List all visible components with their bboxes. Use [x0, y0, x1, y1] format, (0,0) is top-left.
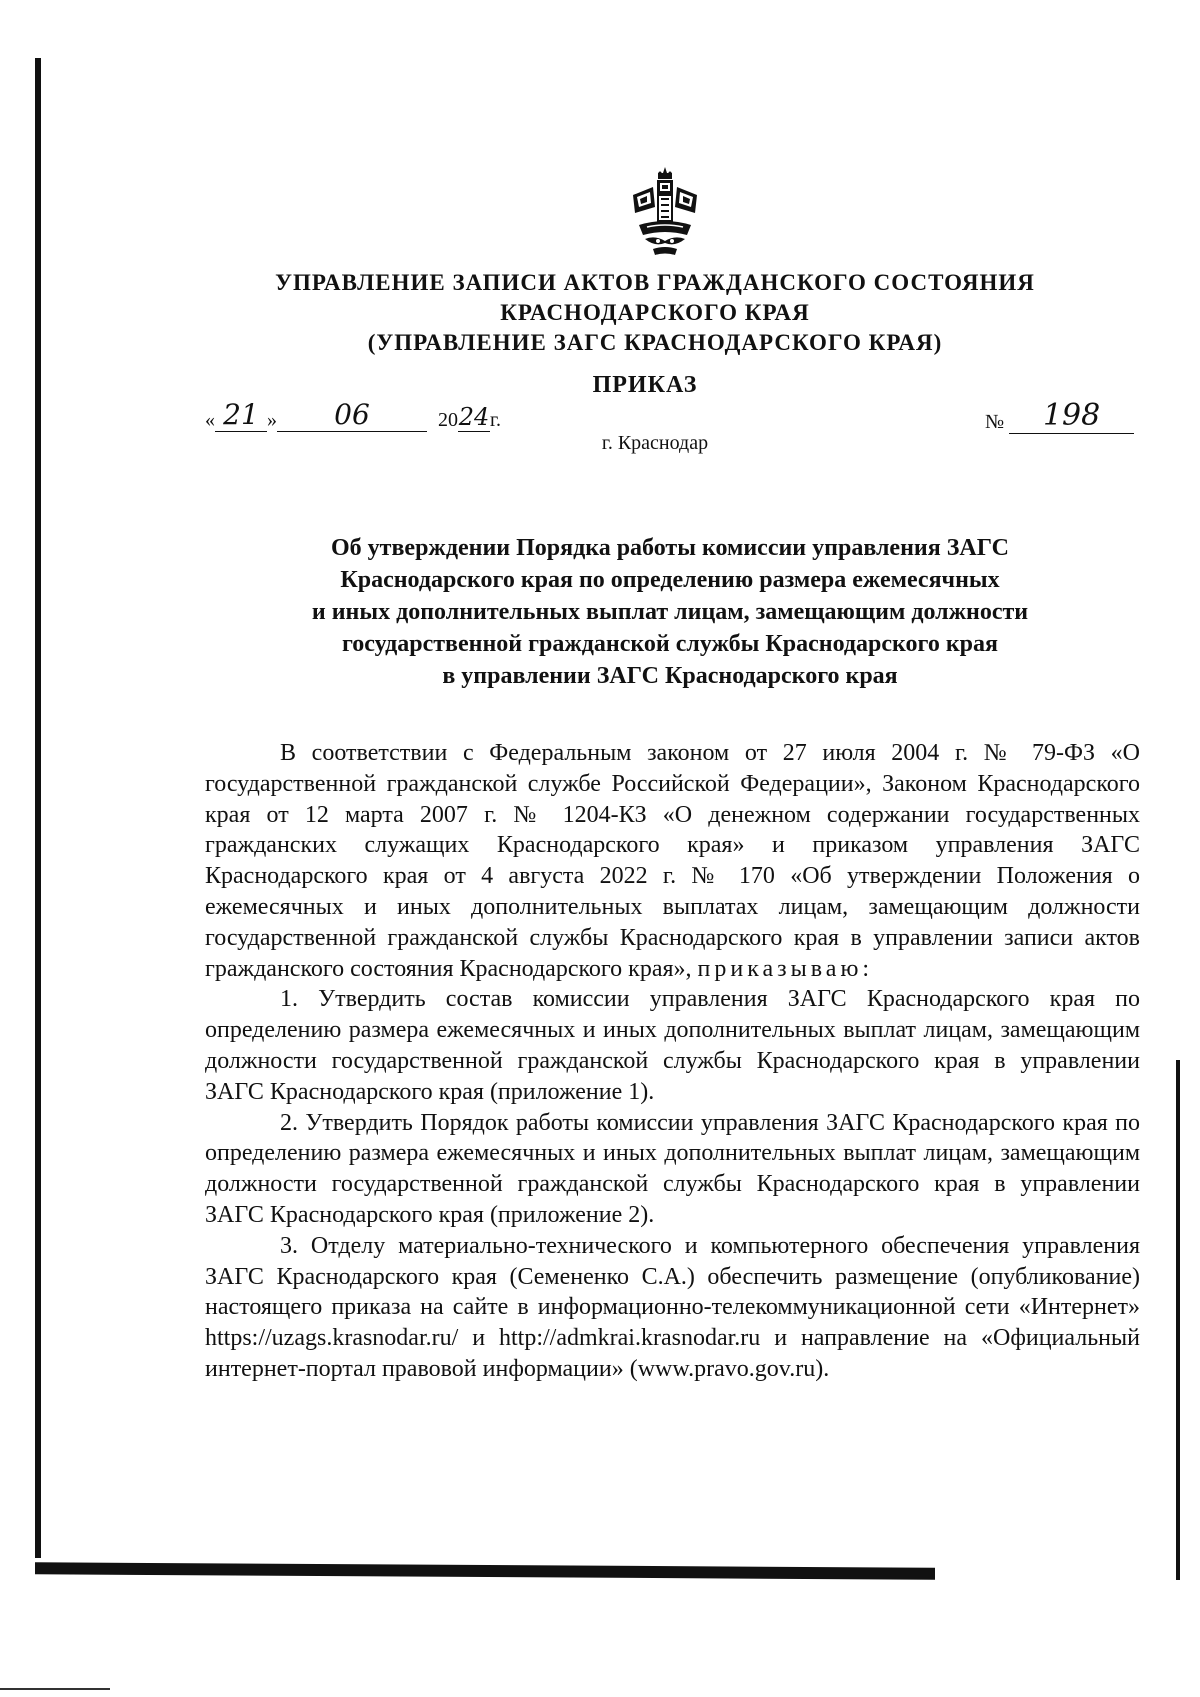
krasnodar-krai-coat-of-arms-icon [625, 165, 705, 265]
scan-edge-right [1176, 1060, 1180, 1580]
order-item-1: 1. Утвердить состав комиссии управления ЗАГС Краснодарского края по определению размера ежемесячных и иных дополнительных выплат лицам, замещающим должности государственной гражданской службы Краснодарского края в управлении ЗАГС Краснодарского края (приложение 1). [205, 986, 1140, 1105]
order-word: приказываю: [697, 955, 874, 982]
document-type: ПРИКАЗ [592, 372, 698, 398]
scan-edge-left [35, 58, 41, 1558]
scan-edge-bottom [35, 1562, 935, 1579]
header-line: (УПРАВЛЕНИЕ ЗАГС КРАСНОДАРСКОГО КРАЯ) [367, 330, 943, 355]
preamble-paragraph [205, 738, 1140, 984]
date-month: 06 [334, 398, 370, 431]
order-number [985, 398, 1134, 434]
city: г. Краснодар [601, 432, 709, 454]
order-item-2: 2. Утвердить Порядок работы комиссии управления ЗАГС Краснодарского края по определению размера ежемесячных и иных дополнительных выплат лицам, замещающим должности государственной гражданской службы Краснодарского края в управлении ЗАГС Краснодарского края (приложение 2). [205, 1109, 1140, 1228]
scan-edge-corner [0, 1688, 110, 1690]
date-close-quote: » [267, 409, 277, 431]
title-line: Об утверждении Порядка работы комиссии управления ЗАГС [331, 535, 1009, 561]
number-value: 198 [1009, 398, 1134, 434]
date-year-prefix: 20 [438, 409, 458, 431]
number-label: № [985, 411, 1005, 433]
date-open-quote: « [205, 409, 215, 431]
order-item-3: 3. Отделу материально-технического и компьютерного обеспечения управления ЗАГС Краснодарского края (Семененко С.А.) обеспечить размещение (опубликование) настоящего приказа на сайте в информационно-телекоммуникационной сети «Интернет» https://uzags.krasnodar.ru/ и http://admkrai.krasnodar.ru и направление на «Официальный интернет-портал правовой информации» (www.pravo.gov.ru). [205, 1232, 1140, 1382]
date-year-suffix: 24 [458, 403, 490, 431]
organization-header [250, 268, 1060, 358]
title-line: государственной гражданской службы Краснодарского края [341, 631, 999, 657]
preamble-text: В соответствии с Федеральным законом от 27 июля 2004 г. № 79-ФЗ «О государственной гражданской службе Российской Федерации», Законом Краснодарского края от 12 марта 2007 г. № 1204-КЗ «О денежном содержании государственных гражданских служащих Краснодарского края» и приказом управления ЗАГС Краснодарского края от 4 августа 2022 г. № 170 «Об утверждении Положения о ежемесячных и иных дополнительных выплатах лицам, замещающим должности государственной гражданской службы Краснодарского края в управлении записи актов гражданского состояния Краснодарского края», [205, 740, 1140, 982]
title-line: и иных дополнительных выплат лицам, замещающим должности [311, 599, 1029, 625]
title-line: Краснодарского края по определению размера ежемесячных [340, 567, 1000, 593]
title-line: в управлении ЗАГС Краснодарского края [442, 663, 898, 689]
document-body [205, 738, 1140, 1385]
order-date [205, 398, 501, 432]
date-day: 21 [223, 398, 259, 431]
header-line: УПРАВЛЕНИЕ ЗАПИСИ АКТОВ ГРАЖДАНСКОГО СОСТОЯНИЯ [275, 270, 1035, 295]
header-line: КРАСНОДАРСКОГО КРАЯ [500, 300, 810, 325]
date-year-mark: г. [490, 409, 501, 431]
document-title [250, 532, 1090, 692]
